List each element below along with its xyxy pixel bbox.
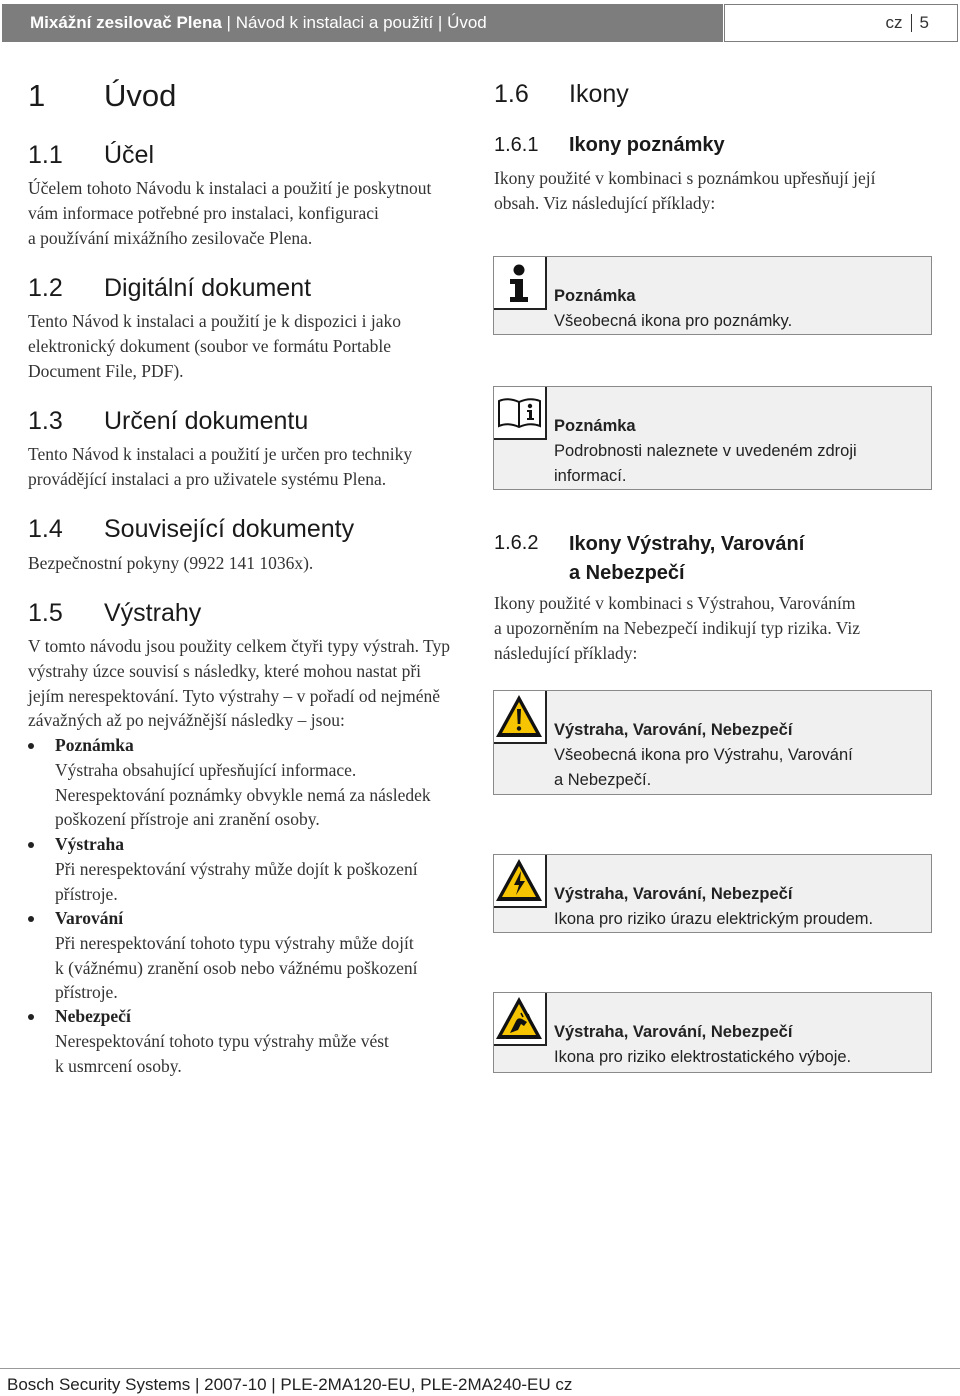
- text-line: Ikony použité v kombinaci s poznámkou upřesňují její: [494, 168, 876, 188]
- bullet-title: Poznámka: [55, 735, 134, 755]
- subsection-heading-1-6-2: [494, 532, 934, 588]
- text-line: Tento Návod k instalaci a použití je k dispozici i jako: [28, 311, 401, 331]
- note-text: [554, 309, 924, 334]
- bullet-item: [28, 733, 468, 833]
- electrostatic-icon: [494, 993, 547, 1046]
- text-line: Tento Návod k instalaci a použití je určen pro techniky: [28, 444, 413, 464]
- paragraph-1-6-2: [494, 591, 934, 665]
- note-title: Výstraha, Varování, Nebezpečí: [554, 885, 793, 903]
- section-number: 1.2: [28, 274, 63, 302]
- bullet-dot: [28, 1014, 34, 1020]
- text-line: Ikona pro riziko úrazu elektrickým proudem.: [554, 910, 874, 928]
- text-line: Ikony použité v kombinaci s Výstrahou, Varováním: [494, 593, 856, 613]
- paragraph-1-5: [28, 634, 473, 733]
- section-heading-1-6: [494, 80, 894, 110]
- bullet-item: [28, 1004, 468, 1079]
- section-heading-1-3: [28, 407, 428, 437]
- subsection-title: [569, 530, 804, 588]
- page-indicator: [724, 4, 958, 42]
- text-line: V tomto návodu jsou použity celkem čtyři typy výstrah. Typ: [28, 636, 450, 656]
- subsection-number: 1.6.2: [494, 532, 539, 554]
- text-line: Nerespektování poznámky obvykle nemá za následek: [55, 784, 431, 805]
- text-line: Podrobnosti naleznete v uvedeném zdroji: [554, 442, 857, 460]
- bullet-dot: [28, 916, 34, 922]
- book-info-icon: [494, 387, 547, 440]
- bullet-item: [28, 906, 468, 1006]
- section-heading-1-2: [28, 274, 428, 304]
- text-line: Všeobecná ikona pro poznámky.: [554, 312, 793, 330]
- subsection-heading-1-6-1: [494, 134, 934, 160]
- footer-sep: |: [195, 1375, 205, 1394]
- note-title: Výstraha, Varování, Nebezpečí: [554, 1023, 793, 1041]
- note-box: [493, 386, 932, 490]
- note-text: [554, 743, 924, 793]
- info-icon: [494, 257, 547, 310]
- text-line: Při nerespektování tohoto typu výstrahy může dojít: [55, 932, 414, 953]
- bullet-dot: [28, 842, 34, 848]
- text-line: přístroje.: [55, 982, 118, 1003]
- section-title: Výstrahy: [104, 599, 202, 627]
- section-heading-1-5: [28, 599, 428, 629]
- paragraph-1-1: [28, 176, 468, 250]
- header-sep: |: [433, 13, 448, 32]
- section-title: Určení dokumentu: [104, 407, 309, 435]
- section-heading-1-1: [28, 141, 428, 171]
- bullet-title: Výstraha: [55, 834, 125, 854]
- warning-exclamation-icon: [494, 691, 547, 744]
- bullet-title: Varování: [55, 908, 124, 928]
- text-line: obsah. Viz následující příklady:: [494, 192, 716, 213]
- text-line: závažných až po nejvážnější následky – jsou:: [28, 710, 345, 731]
- warning-box: [493, 690, 932, 795]
- footer-company: Bosch Security Systems: [7, 1375, 191, 1394]
- paragraph-1-4: [28, 551, 468, 576]
- note-box: [493, 256, 932, 335]
- chapter-number: 1: [28, 78, 46, 113]
- note-text: [554, 439, 924, 489]
- chapter-heading: [28, 78, 428, 114]
- text-line: k usmrcení osoby.: [55, 1055, 182, 1076]
- subsection-title: Ikony poznámky: [569, 134, 725, 156]
- header-doc: Návod k instalaci a použití: [235, 13, 434, 32]
- text-line: Při nerespektování výstrahy může dojít k poškození: [55, 858, 418, 879]
- section-title: Související dokumenty: [104, 515, 355, 543]
- footer-models: PLE-2MA120-EU, PLE-2MA240-EU cz: [280, 1375, 573, 1394]
- text-line: výstrahy úzce souvisí s následky, které mohou nastat při: [28, 660, 422, 681]
- section-heading-1-4: [28, 515, 428, 545]
- warning-box: [493, 992, 932, 1073]
- section-number: 1.5: [28, 599, 63, 627]
- text-line: následující příklady:: [494, 642, 638, 663]
- section-number: 1.3: [28, 407, 63, 435]
- section-number: 1.4: [28, 515, 63, 543]
- header-section: Úvod: [447, 13, 487, 32]
- note-title: Výstraha, Varování, Nebezpečí: [554, 721, 793, 739]
- text-line: poškození přístroje ani zranění osoby.: [55, 809, 320, 830]
- text-line: Výstraha obsahující upřesňující informace.: [55, 759, 357, 780]
- text-line: provádějící instalaci a pro uživatele systému Plena.: [28, 468, 387, 489]
- text-line: a používání mixážního zesilovače Plena.: [28, 227, 313, 248]
- text-line: informací.: [554, 466, 627, 485]
- text-line: Ikona pro riziko elektrostatického výboje.: [554, 1048, 852, 1066]
- header-product: Mixážní zesilovač Plena: [30, 13, 222, 32]
- text-line: a upozorněním na Nebezpečí indikují typ rizika. Viz: [494, 617, 861, 638]
- bullet-item: [28, 832, 468, 907]
- page-number: 5: [919, 13, 929, 32]
- warning-box: [493, 854, 932, 933]
- header-lang: cz: [885, 13, 903, 32]
- bullet-title: Nebezpečí: [55, 1006, 131, 1026]
- chapter-title: Úvod: [104, 78, 177, 113]
- text-line: Nerespektování tohoto typu výstrahy může vést: [55, 1030, 389, 1051]
- text-line: Bezpečnostní pokyny (9922 141 1036x).: [28, 553, 314, 573]
- text-line: vám informace potřebné pro instalaci, konfiguraci: [28, 202, 379, 223]
- note-text: [554, 1045, 924, 1070]
- electric-shock-icon: [494, 855, 547, 908]
- section-title: Digitální dokument: [104, 274, 312, 302]
- text-line: Document File, PDF).: [28, 360, 184, 381]
- section-title: Účel: [104, 141, 155, 169]
- text-line: a Nebezpečí.: [554, 770, 652, 789]
- text-line: Účelem tohoto Návodu k instalaci a použití je poskytnout: [28, 178, 432, 198]
- page-footer: [0, 1368, 960, 1396]
- text-line: jejím nerespektování. Tyto výstrahy – v pořadí od nejméně: [28, 685, 441, 706]
- header-divider: [911, 14, 912, 32]
- text-line: k (vážnému) zranění osob nebo vážnému poškození: [55, 957, 418, 978]
- bullet-dot: [28, 743, 34, 749]
- section-title: Ikony: [569, 80, 629, 108]
- footer-sep: |: [271, 1375, 281, 1394]
- note-title: Poznámka: [554, 417, 636, 435]
- note-title: Poznámka: [554, 287, 636, 305]
- footer-date: 2007-10: [204, 1375, 267, 1394]
- subsection-number: 1.6.1: [494, 134, 539, 156]
- text-line: elektronický dokument (soubor ve formátu Portable: [28, 335, 392, 356]
- header-sep: |: [221, 13, 236, 32]
- paragraph-1-2: [28, 309, 468, 383]
- text-line: přístroje.: [55, 883, 118, 904]
- section-number: 1.6: [494, 80, 529, 108]
- text-line: Všeobecná ikona pro Výstrahu, Varování: [554, 746, 853, 764]
- note-text: [554, 907, 924, 932]
- running-header: [2, 4, 723, 42]
- paragraph-1-3: [28, 442, 468, 492]
- title-line: Ikony Výstrahy, Varování: [569, 533, 805, 555]
- section-number: 1.1: [28, 141, 63, 169]
- title-line: a Nebezpečí: [569, 562, 685, 584]
- paragraph-1-6-1: [494, 166, 934, 216]
